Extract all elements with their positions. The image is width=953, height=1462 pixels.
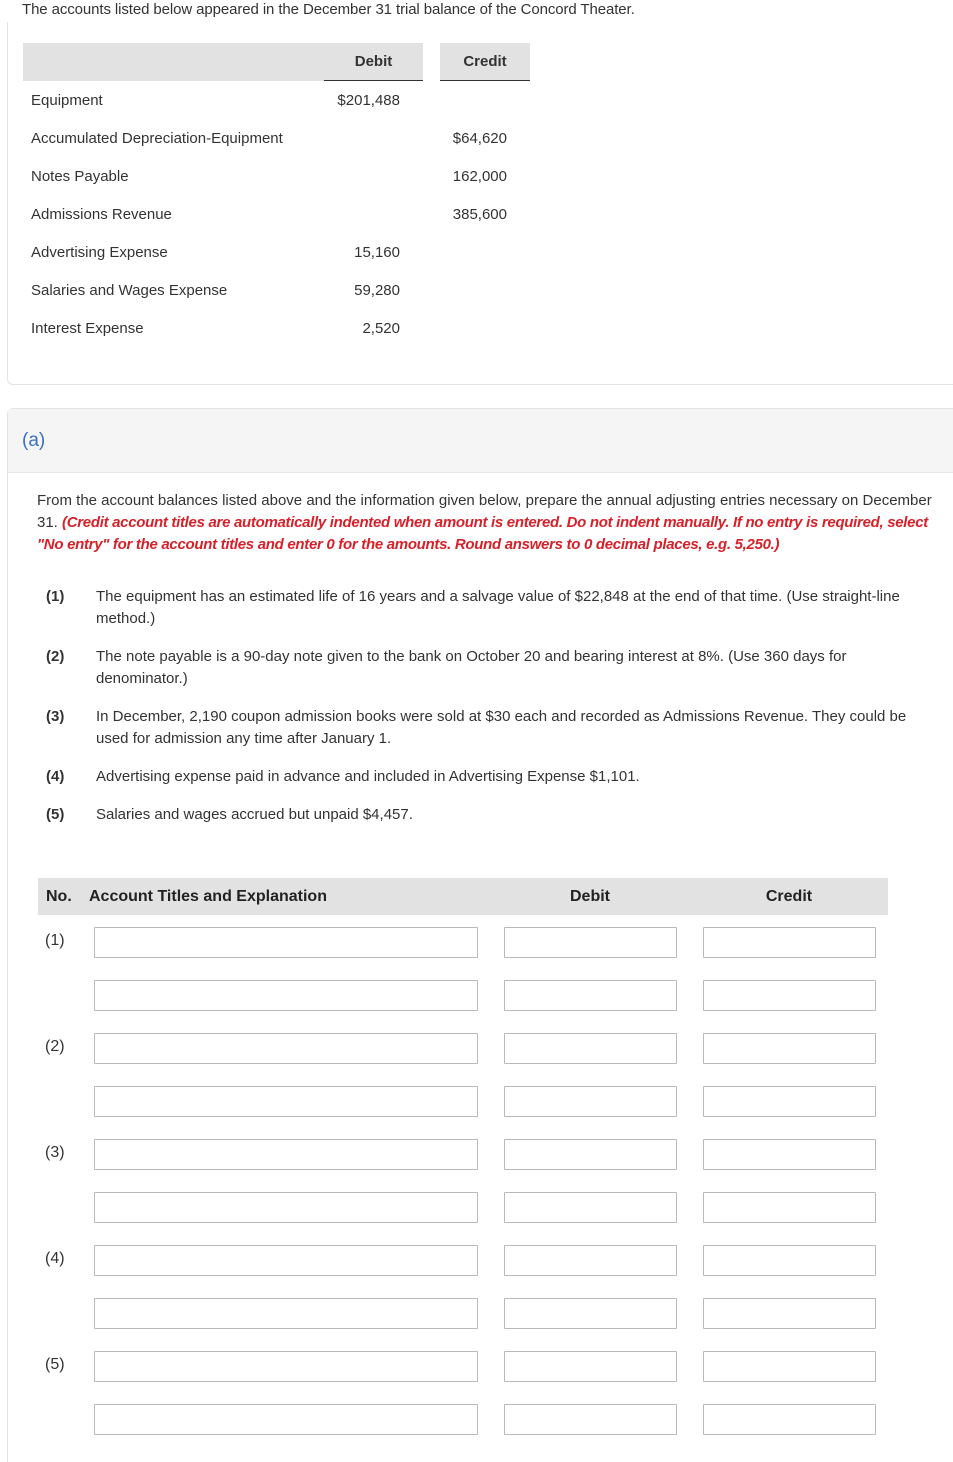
account-title-input[interactable] <box>94 1351 478 1382</box>
trial-balance-row <box>31 127 511 151</box>
account-name: Interest Expense <box>31 320 144 337</box>
credit-input[interactable] <box>703 1033 876 1064</box>
account-name: Equipment <box>31 92 103 109</box>
credit-amount: $64,620 <box>452 130 507 147</box>
debit-input[interactable] <box>504 980 677 1011</box>
entry-number: (4) <box>45 1250 65 1267</box>
debit-input[interactable] <box>504 1033 677 1064</box>
trial-balance-row <box>31 317 511 341</box>
debit-input[interactable] <box>504 1192 677 1223</box>
debit-input[interactable] <box>504 1351 677 1382</box>
debit-input[interactable] <box>504 1404 677 1435</box>
entry-number: (1) <box>45 932 65 949</box>
credit-amount: 162,000 <box>452 168 507 185</box>
account-name: Admissions Revenue <box>31 206 172 223</box>
journal-account-header: Account Titles and Explanation <box>89 888 327 905</box>
info-item-number: (3) <box>46 708 65 725</box>
credit-amount: 385,600 <box>452 206 507 223</box>
debit-input[interactable] <box>504 927 677 958</box>
credit-input[interactable] <box>703 1404 876 1435</box>
intro-text: The accounts listed below appeared in the December 31 trial balance of the Concord Theater. <box>22 1 635 18</box>
entry-number: (5) <box>45 1356 65 1373</box>
trial-balance-row <box>31 241 511 265</box>
trial-balance-header <box>23 43 530 81</box>
account-title-input[interactable] <box>94 1192 478 1223</box>
instructions <box>37 490 937 556</box>
debit-amount: 15,160 <box>354 244 400 261</box>
trial-balance-row <box>31 203 511 227</box>
info-item-text: The equipment has an estimated life of 16 years and a salvage value of $22,848 at the end of that time. (Use straight-line method.) <box>96 588 900 627</box>
debit-input[interactable] <box>504 1139 677 1170</box>
entry-number: (2) <box>45 1038 65 1055</box>
credit-input[interactable] <box>703 1245 876 1276</box>
credit-input[interactable] <box>703 1351 876 1382</box>
info-item-number: (1) <box>46 588 65 605</box>
info-item-number: (2) <box>46 648 65 665</box>
debit-input[interactable] <box>504 1086 677 1117</box>
info-item-text: In December, 2,190 coupon admission books were sold at $30 each and recorded as Admissions Revenue. They could be used for admission any time after January 1. <box>96 708 907 747</box>
journal-header <box>38 878 888 915</box>
journal-debit-header: Debit <box>570 888 610 905</box>
trial-balance-debit-header: Debit <box>324 43 423 81</box>
account-title-input[interactable] <box>94 1298 478 1329</box>
account-title-input[interactable] <box>94 1033 478 1064</box>
account-name: Notes Payable <box>31 168 129 185</box>
info-item-number: (4) <box>46 768 65 785</box>
question-part-header <box>8 409 953 473</box>
instruction-note: (Credit account titles are automatically indented when amount is entered. Do not indent manually. If no entry is required, select "No entry" for the account titles and enter 0 for the amounts. Round answers to 0 decimal places, e.g. 5,250.) <box>37 514 928 553</box>
trial-balance-row <box>31 279 511 303</box>
journal-no-header: No. <box>46 888 72 905</box>
info-item-number: (5) <box>46 806 65 823</box>
credit-input[interactable] <box>703 980 876 1011</box>
account-name: Advertising Expense <box>31 244 168 261</box>
account-title-input[interactable] <box>94 927 478 958</box>
credit-input[interactable] <box>703 1139 876 1170</box>
credit-input[interactable] <box>703 1192 876 1223</box>
credit-input[interactable] <box>703 1298 876 1329</box>
trial-balance-credit-header: Credit <box>440 43 530 81</box>
trial-balance-header-blank <box>23 43 324 81</box>
trial-balance-row <box>31 89 511 113</box>
account-title-input[interactable] <box>94 1404 478 1435</box>
debit-amount: 59,280 <box>354 282 400 299</box>
account-name: Salaries and Wages Expense <box>31 282 228 299</box>
account-name: Accumulated Depreciation-Equipment <box>31 130 283 147</box>
entry-number: (3) <box>45 1144 65 1161</box>
account-title-input[interactable] <box>94 1139 478 1170</box>
instruction-text: From the account balances listed above and the information given below, prepare the annual adjusting entries necessary on December 31. <box>37 492 932 531</box>
part-label: (a) <box>22 430 46 451</box>
debit-input[interactable] <box>504 1298 677 1329</box>
account-title-input[interactable] <box>94 1086 478 1117</box>
credit-input[interactable] <box>703 927 876 958</box>
journal-credit-header: Credit <box>765 888 813 905</box>
debit-input[interactable] <box>504 1245 677 1276</box>
info-item-text: Salaries and wages accrued but unpaid $4,457. <box>96 806 413 823</box>
info-item-text: The note payable is a 90-day note given to the bank on October 20 and bearing interest at 8%. (Use 360 days for denominator.) <box>96 648 847 687</box>
debit-amount: $201,488 <box>337 92 400 109</box>
trial-balance-row <box>31 165 511 189</box>
account-title-input[interactable] <box>94 980 478 1011</box>
info-item-text: Advertising expense paid in advance and included in Advertising Expense $1,101. <box>96 768 640 785</box>
credit-input[interactable] <box>703 1086 876 1117</box>
account-title-input[interactable] <box>94 1245 478 1276</box>
debit-amount: 2,520 <box>362 320 400 337</box>
